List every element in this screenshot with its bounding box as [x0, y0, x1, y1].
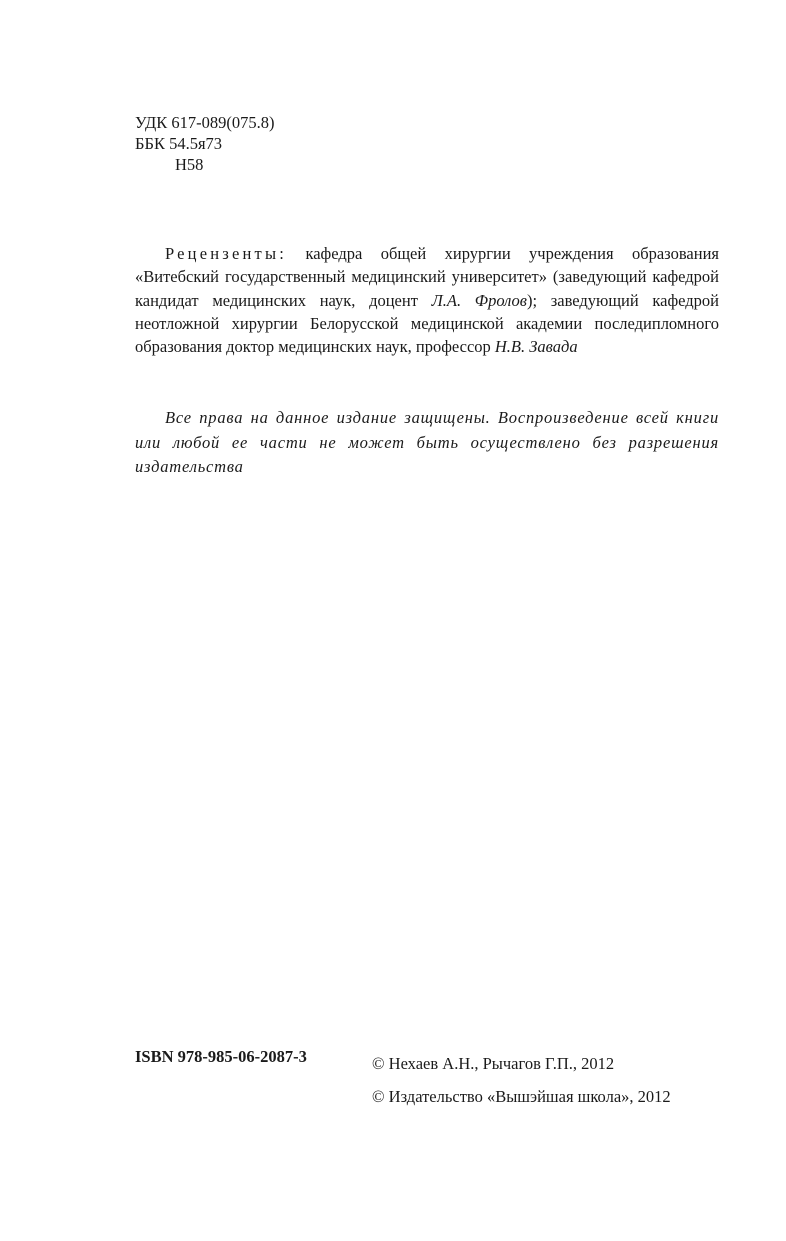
udk-code: УДК 617-089(075.8) — [135, 113, 275, 132]
rights-text: Все права на данное издание защищены. Воспроизведение всей книги или любой ее части не может быть осуществлено без разрешения издательства — [135, 408, 719, 477]
author-mark: Н58 — [175, 155, 204, 174]
copyright-publisher: © Издательство «Вышэйшая школа», 2012 — [372, 1087, 671, 1106]
bbk-code: ББК 54.5я73 — [135, 134, 223, 153]
isbn-number: ISBN 978-985-06-2087-3 — [135, 1047, 307, 1066]
copyright-block — [372, 1047, 671, 1113]
reviewers-text-2: ); заведующий кафедрой неотложной хирургии Белорусской медицинской академии последипломного образования доктор медицинских наук, профессор — [135, 290, 720, 357]
reviewers-text-1: кафедра общей хирургии учреждения образования «Витебский государственный медицинский университет» (заведующий кафедрой кандидат медицинских наук, доцент — [135, 244, 719, 310]
reviewer-name-1: Л.А. Фролов — [431, 290, 527, 310]
reviewers-block — [135, 242, 719, 358]
reviewer-name-2: Н.В. Завада — [494, 337, 578, 357]
copyright-authors: © Нехаев А.Н., Рычагов Г.П., 2012 — [372, 1054, 615, 1073]
classification-codes — [135, 112, 275, 175]
rights-notice — [135, 406, 719, 480]
reviewers-label: Рецензенты: — [165, 244, 288, 263]
